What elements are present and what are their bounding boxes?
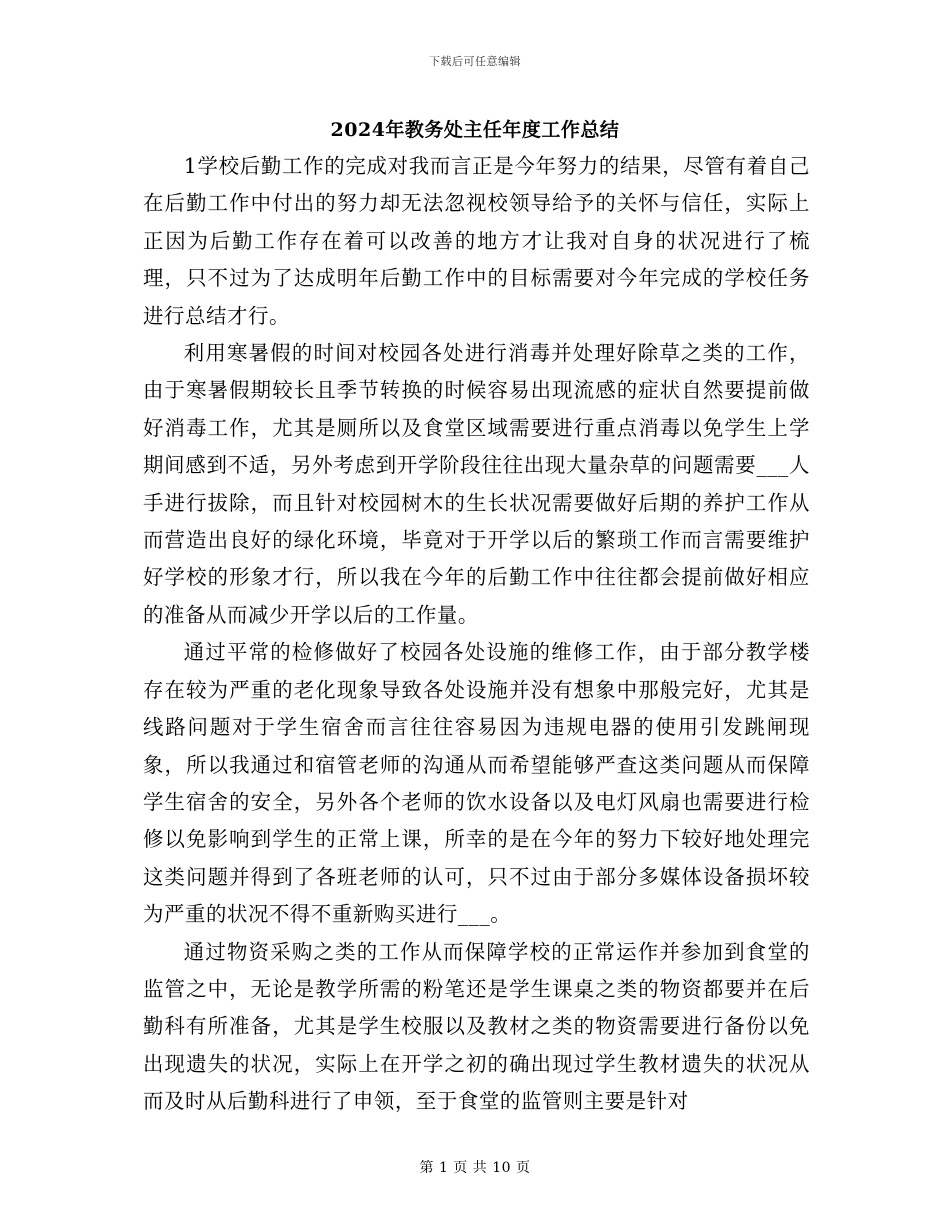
paragraph-3: 通过平常的检修做好了校园各处设施的维修工作，由于部分教学楼存在较为严重的老化现象导致各处设施并没有想象中那般完好，尤其是线路问题对于学生宿舍而言往往容易因为违规电器的使用引发跳闸现象，所以我通过和宿管老师的沟通从而希望能够严查这类问题从而保障学生宿舍的安全，另外各个老师的饮水设备以及电灯风扇也需要进行检修以免影响到学生的正常上课，所幸的是在今年的努力下较好地处理完这类问题并得到了各班老师的认可，只不过由于部分多媒体设备损坏较为严重的状况不得不重新购买进行___。 — [143, 640, 810, 927]
header-note: 下载后可任意编辑 — [429, 55, 521, 68]
document-title: 2024年教务处主任年度工作总结 — [330, 119, 620, 141]
paragraph-4: 通过物资采购之类的工作从而保障学校的正常运作并参加到食堂的监管之中，无论是教学所需的粉笔还是学生课桌之类的物资都要并在后勤科有所准备，尤其是学生校服以及教材之类的物资需要进行备份以免出现遗失的状况，实际上在开学之初的确出现过学生教材遗失的状况从而及时从后勤科进行了申领，至于食堂的监管则主要是针对 — [143, 939, 810, 1114]
paragraph-2: 利用寒暑假的时间对校园各处进行消毒并处理好除草之类的工作，由于寒暑假期较长且季节转换的时候容易出现流感的症状自然要提前做好消毒工作，尤其是厕所以及食堂区域需要进行重点消毒以免学生上学期间感到不适，另外考虑到开学阶段往往出现大量杂草的问题需要___人手进行拔除，而且针对校园树木的生长状况需要做好后期的养护工作从而营造出良好的绿化环境，毕竟对于开学以后的繁琐工作而言需要维护好学校的形象才行，所以我在今年的后勤工作中往往都会提前做好相应的准备从而减少开学以后的工作量。 — [143, 341, 810, 627]
page-number-footer: 第 1 页 共 10 页 — [419, 1160, 531, 1176]
paragraph-1: 1学校后勤工作的完成对我而言正是今年努力的结果，尽管有着自己在后勤工作中付出的努力却无法忽视校领导给予的关怀与信任，实际上正因为后勤工作存在着可以改善的地方才让我对自身的状况进行了梳理，只不过为了达成明年后勤工作中的目标需要对今年完成的学校任务进行总结才行。 — [143, 154, 810, 328]
document-body — [143, 148, 810, 1121]
